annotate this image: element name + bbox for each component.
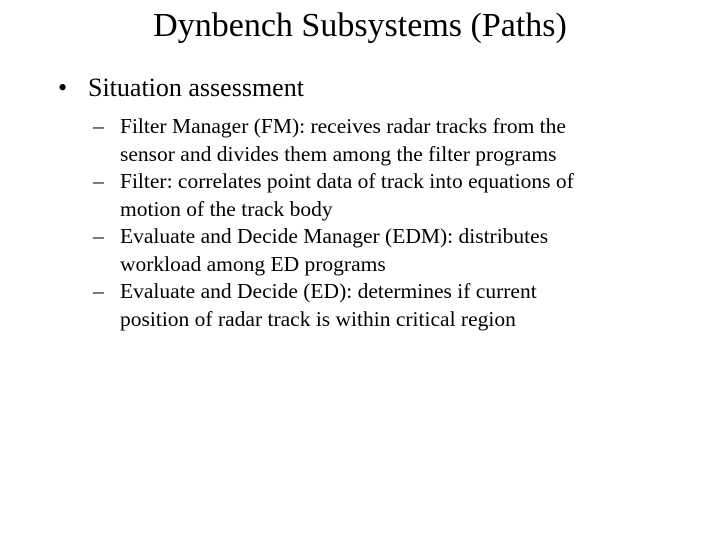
dash-marker: – [93,114,104,138]
bullet-marker: • [58,73,68,102]
sub-bullet-line: sensor and divides them among the filter programs [120,141,557,166]
sub-bullet-line: Evaluate and Decide (ED): determines if current [120,279,537,303]
sub-bullet-ed [93,278,693,333]
sub-bullet-line: position of radar track is within critical region [120,306,516,331]
sub-bullet-line: workload among ED programs [120,251,386,276]
sub-bullet-edm [93,223,693,278]
sub-bullet-line: Filter Manager (FM): receives radar tracks from the [120,114,566,138]
sub-bullet-filter-manager [93,113,693,168]
sub-bullet-list [93,113,693,333]
bullet-text: Situation assessment [88,73,304,102]
sub-bullet-line: motion of the track body [120,196,333,221]
dash-marker: – [93,224,104,248]
sub-bullet-line: Evaluate and Decide Manager (EDM): distributes [120,224,549,248]
dash-marker: – [93,279,104,303]
bullet-situation-assessment [58,72,304,104]
slide-title: Dynbench Subsystems (Paths) [153,7,567,44]
sub-bullet-line: Filter: correlates point data of track into equations of [120,169,574,193]
dash-marker: – [93,169,104,193]
sub-bullet-filter [93,168,693,223]
